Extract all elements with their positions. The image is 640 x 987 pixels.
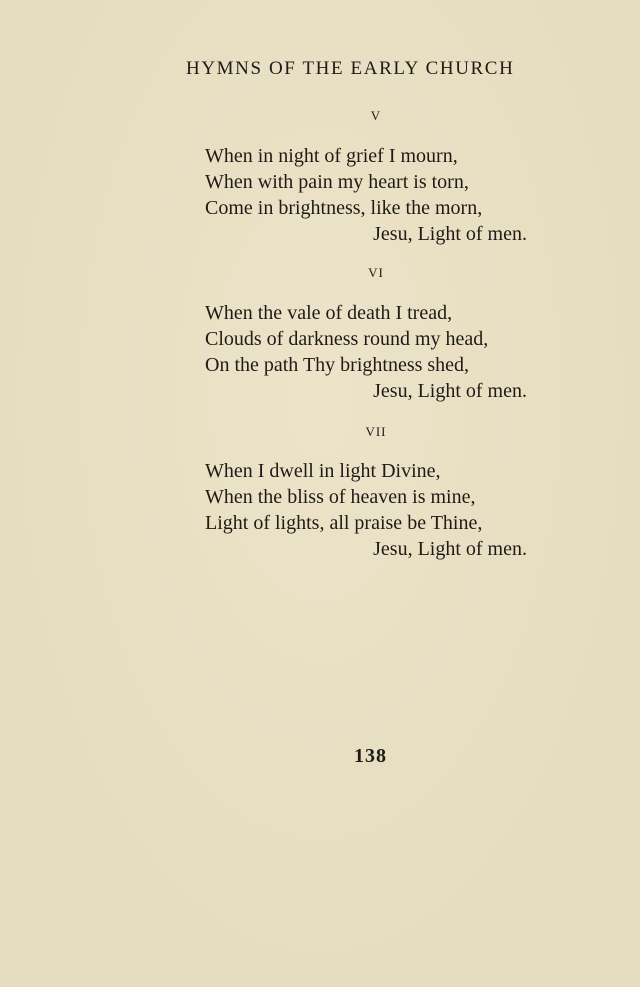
stanza-refrain: Jesu, Light of men. [373,380,527,402]
stanza-line: Light of lights, all praise be Thine, [205,512,483,534]
stanza-line: When with pain my heart is torn, [205,171,469,193]
stanza-v [205,143,535,247]
stanza-line: When in night of grief I mourn, [205,145,458,167]
stanza-line: Clouds of darkness round my head, [205,328,489,350]
stanza-line: When the vale of death I tread, [205,302,453,324]
stanza-refrain: Jesu, Light of men. [373,538,527,560]
stanza-number-v: V [370,108,382,123]
stanza-line: On the path Thy brightness shed, [205,354,470,376]
stanza-line: Come in brightness, like the morn, [205,197,483,219]
stanza-vi [205,300,535,404]
stanza-line: When the bliss of heaven is mine, [205,486,476,508]
stanza-number-vi: VI [368,265,384,280]
stanza-number-vii: VII [365,424,387,439]
running-head: HYMNS OF THE EARLY CHURCH [186,58,515,79]
page-number: 138 [354,745,387,767]
stanza-vii [205,458,535,562]
stanza-line: When I dwell in light Divine, [205,460,441,482]
stanza-refrain: Jesu, Light of men. [373,223,527,245]
